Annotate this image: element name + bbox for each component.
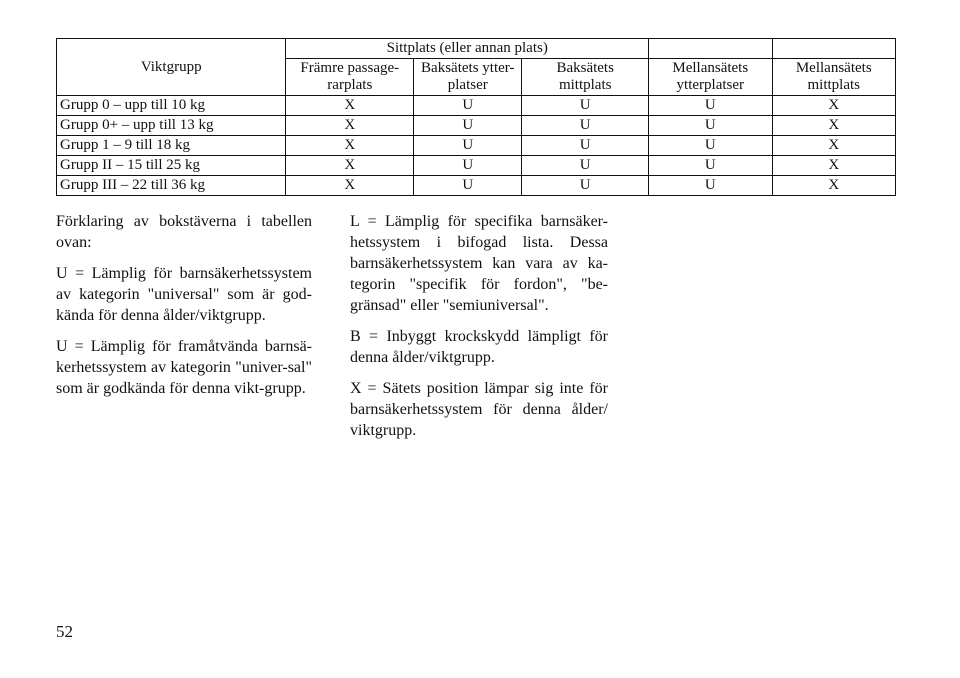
legend-middle-column [350,211,608,451]
row-label: Grupp 0+ – upp till 13 kg [57,116,286,136]
header-col: Baksätets ytter- platser [414,59,522,96]
table-cell: X [772,96,895,116]
legend-u-forward: U = Lämplig för framåtvända barnsä-kerhetssystem av kategorin "univer-sal" som är godkända för denna vikt-grupp. [56,338,312,397]
table-cell: X [286,116,414,136]
row-label: Grupp 0 – upp till 10 kg [57,96,286,116]
legend-x: X = Sätets position lämpar sig inte för barnsäkerhetssystem för denna ålder/ viktgrupp. [350,380,608,439]
table-cell: X [772,156,895,176]
table-cell: U [414,136,522,156]
header-col: Mellansätets ytterplatser [649,59,772,96]
table-cell: X [286,136,414,156]
row-label: Grupp III – 22 till 36 kg [57,176,286,196]
table-cell: X [286,176,414,196]
table-cell: U [649,136,772,156]
page-number: 52 [56,622,73,641]
table-cell: U [649,176,772,196]
header-viktgrupp: Viktgrupp [57,39,286,96]
table-row [57,136,896,156]
legend-intro: Förklaring av bokstäverna i tabellen ovan: [56,213,312,251]
table-cell: U [414,156,522,176]
table-cell: U [522,116,649,136]
table-cell: X [286,156,414,176]
row-label: Grupp 1 – 9 till 18 kg [57,136,286,156]
legend-b: B = Inbyggt krockskydd lämpligt för denna ålder/viktgrupp. [350,328,608,366]
table-cell: U [522,176,649,196]
child-seat-table [56,38,896,196]
table-cell: U [522,96,649,116]
table-cell: U [414,116,522,136]
table-cell: U [414,176,522,196]
legend-l: L = Lämplig för specifika barnsäker-hetssystem i bifogad lista. Dessa barnsäkerhetssystem kan vara av ka-tegorin "specifik för fordon", "be-gränsad" eller "semiuniversal". [350,213,608,314]
table-row [57,156,896,176]
table-cell: U [414,96,522,116]
table-cell: U [649,156,772,176]
table-cell: U [522,136,649,156]
header-sittplats: Sittplats (eller annan plats) [286,39,649,59]
table-cell: U [522,156,649,176]
table-cell: X [772,176,895,196]
table-row [57,96,896,116]
table-row [57,176,896,196]
row-label: Grupp II – 15 till 25 kg [57,156,286,176]
header-empty [649,39,772,59]
header-col: Främre passage- rarplats [286,59,414,96]
table-cell: X [286,96,414,116]
table-cell: U [649,96,772,116]
legend-left-column [56,211,312,409]
table-cell: U [649,116,772,136]
table-header-row [57,39,896,59]
table-cell: X [772,136,895,156]
table-row [57,116,896,136]
header-col: Baksätets mittplats [522,59,649,96]
legend-u-universal: U = Lämplig för barnsäkerhetssystem av kategorin "universal" som är god-kända för denna ålder/viktgrupp. [56,265,312,324]
header-empty [772,39,895,59]
header-col: Mellansätets mittplats [772,59,895,96]
table-cell: X [772,116,895,136]
